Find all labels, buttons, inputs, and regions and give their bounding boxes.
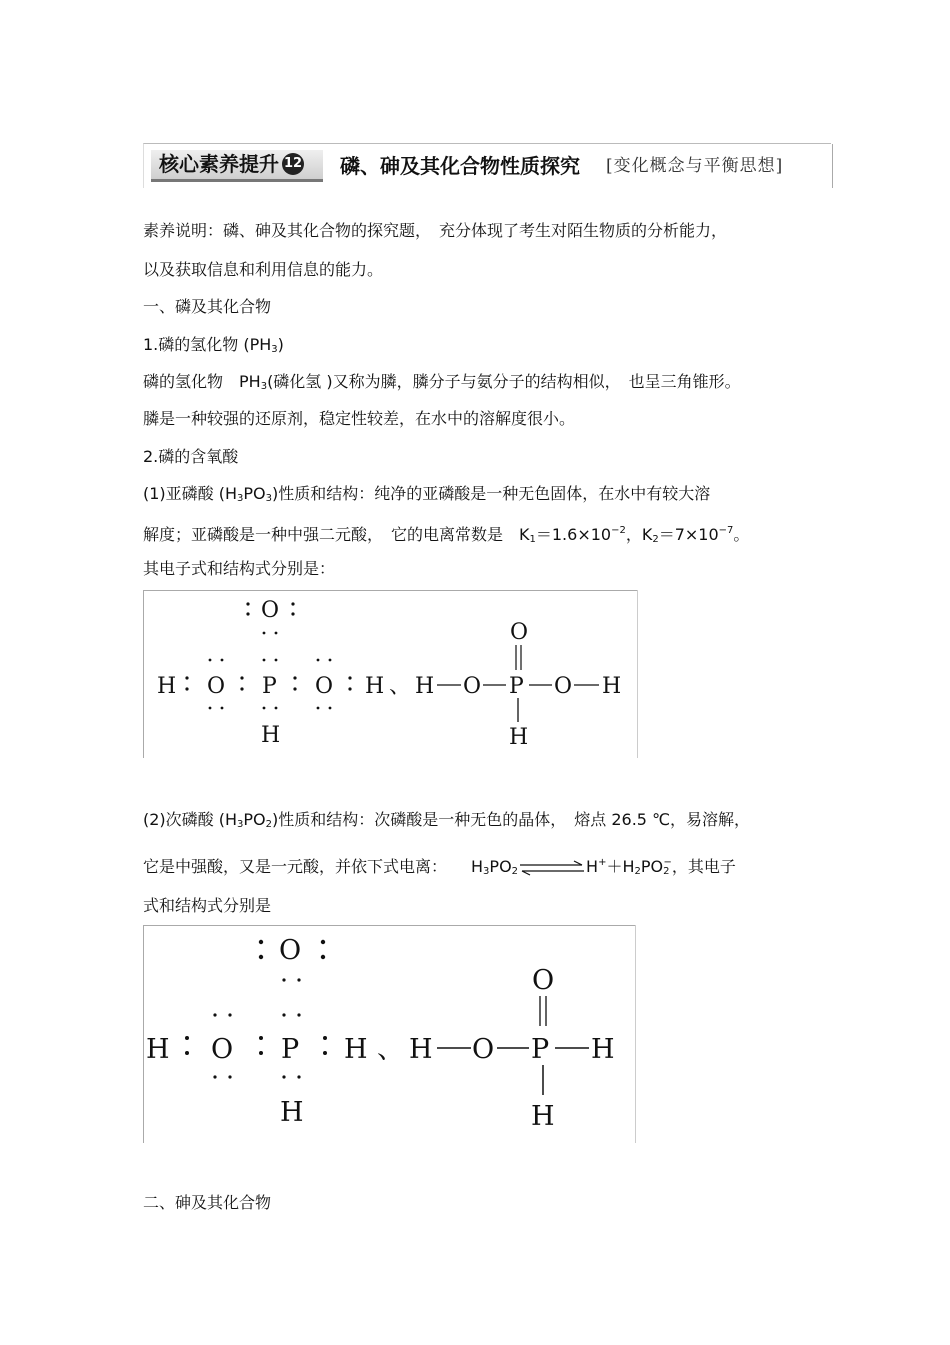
struct-h-left: H: [415, 674, 435, 699]
banner-label: [151, 150, 323, 182]
paragraph-line-10: 式和结构式分别是: [143, 896, 272, 915]
banner-divider: [832, 144, 833, 188]
struct-p: P: [531, 1034, 550, 1065]
subheading-phosphine: 1.磷的氢化物 $(PH_3)$: [143, 335, 284, 355]
struct-o-top: O: [510, 620, 529, 645]
paragraph-line-1: 素养说明：磷、砷及其化合物的探究题， 充分体现了考生对陌生物质的分析能力，: [143, 221, 728, 240]
subheading-oxyacids: 2.磷的含氧酸: [143, 447, 239, 466]
heading-arsenic: 二、砷及其化合物: [143, 1193, 272, 1212]
paragraph-line-7: 其电子式和结构式分别是：: [143, 559, 336, 578]
struct-o-top: O: [532, 965, 555, 996]
heading-phosphorus: 一、磷及其化合物: [143, 297, 272, 316]
struct-h-right: H: [591, 1034, 615, 1065]
formula-separator: 、: [389, 674, 412, 699]
paragraph-line-2: 以及获取信息和利用信息的能力。: [143, 260, 384, 279]
struct-o: O: [472, 1034, 495, 1065]
atom-p-center: P: [262, 674, 277, 699]
struct-h-right: H: [602, 674, 622, 699]
paragraph-line-4: 膦是一种较强的还原剂，稳定性较差，在水中的溶解度很小。: [143, 409, 576, 428]
paragraph-line-6: 解度；亚磷酸是一种中强二元酸， 它的电离常数是 $K_1=1.6\times 10^{-2}$，$K_2=7\times 10^{-7}$。: [143, 525, 750, 545]
figure-phosphorous-acid: [143, 590, 638, 758]
atom-o-left: O: [207, 674, 226, 699]
struct-h-left: H: [409, 1034, 433, 1065]
paragraph-line-3: 磷的氢化物 $PH_3$(磷化氢 )又称为膦，膦分子与氨分子的结构相似， 也呈三角锥形。: [143, 372, 741, 392]
atom-h-bottom: H: [280, 1097, 304, 1128]
paragraph-line-5: (1)亚磷酸 $(H_3PO_3)$性质和结构：纯净的亚磷酸是一种无色固体，在水中有较大溶: [143, 484, 711, 504]
struct-h-bottom: H: [531, 1101, 555, 1132]
struct-h-bottom: H: [509, 725, 529, 750]
atom-h-right: H: [344, 1034, 368, 1065]
equilibrium-arrow-icon: [518, 860, 586, 876]
banner-subtitle: [变化概念与平衡思想]: [606, 156, 784, 176]
atom-h-bottom: H: [261, 723, 281, 748]
struct-o-left: O: [463, 674, 482, 699]
banner-label-text: 核心素养提升: [159, 152, 279, 176]
figure-hypophosphorous-acid: [143, 925, 636, 1143]
atom-o-top: O: [261, 598, 280, 623]
section-banner: [143, 143, 831, 188]
atom-o-right: O: [315, 674, 334, 699]
atom-h-left: H: [146, 1034, 170, 1065]
atom-o-left: O: [211, 1034, 234, 1065]
atom-h-right: H: [365, 674, 385, 699]
banner-number-badge: 12: [282, 153, 304, 175]
struct-o-right: O: [554, 674, 573, 699]
hypophosphorous-acid-structure: [143, 925, 636, 1143]
banner-title: 磷、砷及其化合物性质探究: [340, 154, 580, 178]
atom-h-left: H: [157, 674, 177, 699]
struct-p: P: [509, 674, 524, 699]
atom-o-top: O: [279, 935, 302, 966]
paragraph-line-9: 它是中强酸，又是一元酸，并依下式电离： $H_3PO_2$ $H^++H_2PO_2^-$，其电子: [143, 857, 736, 877]
formula-separator: 、: [377, 1034, 404, 1065]
atom-p-center: P: [281, 1034, 300, 1065]
phosphorous-acid-structure: [143, 590, 638, 758]
paragraph-line-8: (2)次磷酸 $(H_3PO_2)$性质和结构：次磷酸是一种无色的晶体， 熔点 26.5 ℃，易溶解，: [143, 810, 751, 830]
